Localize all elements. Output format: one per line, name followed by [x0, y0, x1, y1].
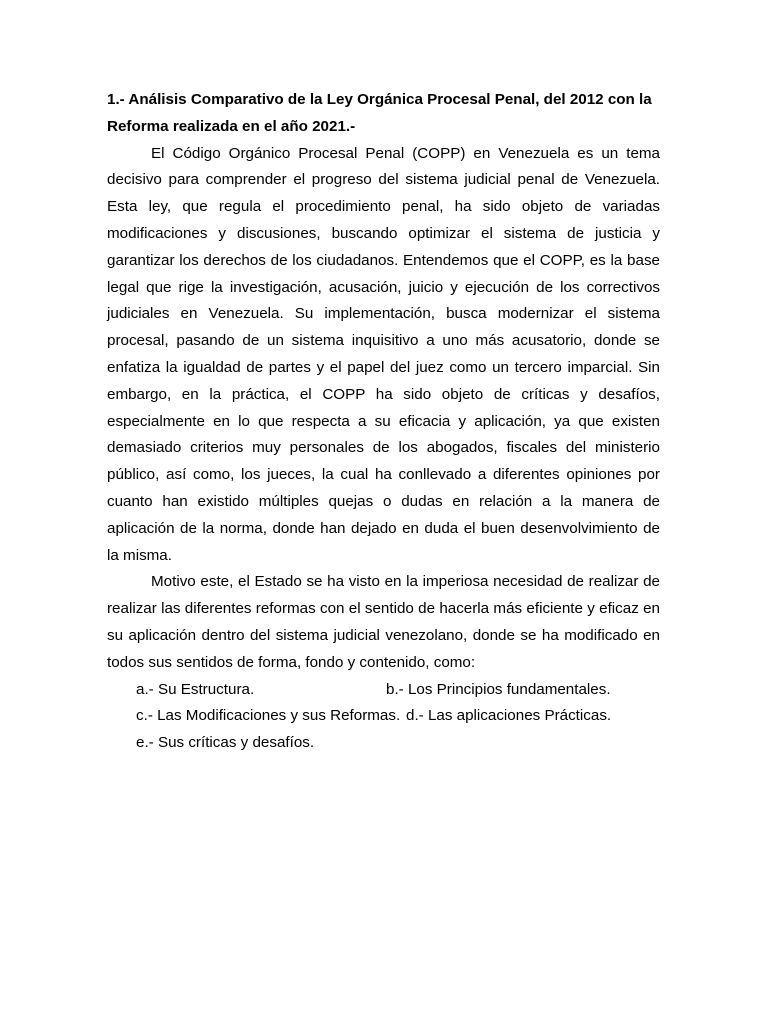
- list-item-a: a.- Su Estructura.: [136, 680, 255, 698]
- section-heading: 1.- Análisis Comparativo de la Ley Orgánica Procesal Penal, del 2012 con la Reforma realizada en el año 2021.-: [107, 91, 652, 135]
- list-row: [107, 703, 660, 730]
- list-row: [107, 677, 660, 704]
- list-item-b: b.- Los Principios fundamentales.: [386, 680, 611, 698]
- paragraph-reforms: Motivo este, el Estado se ha visto en la imperiosa necesidad de realizar de realizar las diferentes reformas con el sentido de hacerla más eficiente y eficaz en su aplicación dentro del sistema judicial venezolano, donde se ha modificado en todos sus sentidos de forma, fondo y contenido, como:: [107, 573, 660, 671]
- list-item-c: c.- Las Modificaciones y sus Reformas.: [136, 707, 401, 725]
- list-item-e: e.- Sus críticas y desafíos.: [136, 734, 315, 752]
- list-row: [107, 730, 660, 757]
- paragraph-intro: El Código Orgánico Procesal Penal (COPP) en Venezuela es un tema decisivo para comprender el progreso del sistema judicial penal de Venezuela. Esta ley, que regula el procedimiento penal, ha sido objeto de variadas modificaciones y discusiones, buscando optimizar el sistema de justicia y garantizar los derechos de los ciudadanos. Entendemos que el COPP, es la base legal que rige la investigación, acusación, juicio y ejecución de los correctivos judiciales en Venezuela. Su implementación, busca modernizar el sistema procesal, pasando de un sistema inquisitivo a uno más acusatorio, donde se enfatiza la igualdad de partes y el papel del juez como un tercero imparcial. Sin embargo, en la práctica, el COPP ha sido objeto de críticas y desafíos, especialmente en lo que respecta a su eficacia y aplicación, ya que existen demasiado criterios muy personales de los abogados, fiscales del ministerio público, así como, los jueces, la cual ha conllevado a diferentes opiniones por cuanto han existido múltiples quejas o dudas en relación a la manera de aplicación de la norma, donde han dejado en duda el buen desenvolvimiento de la misma.: [107, 144, 660, 564]
- list-item-d: d.- Las aplicaciones Prácticas.: [406, 707, 612, 725]
- document-body: [107, 87, 660, 757]
- reform-aspects-list: [107, 677, 660, 757]
